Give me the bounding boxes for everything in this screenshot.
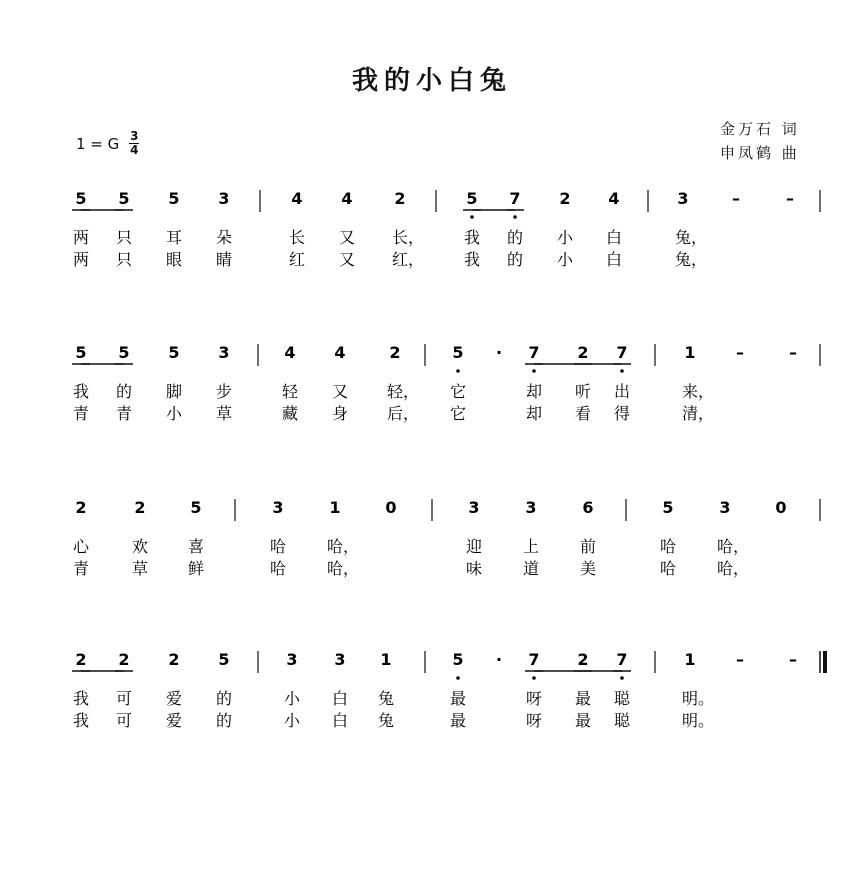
lyric: 小 (166, 404, 183, 423)
note: 4 (284, 343, 296, 362)
note: – (789, 343, 797, 362)
lyric: 藏 (282, 404, 299, 423)
lyric: 青 (73, 559, 90, 578)
lyric: 轻 (282, 382, 299, 401)
lyric: 长， (392, 228, 425, 247)
lyric: 两 (73, 228, 90, 247)
note: 5 (118, 189, 130, 208)
lyric: 白 (332, 689, 349, 708)
lyric: 它 (450, 382, 467, 401)
lyric: 喜 (188, 537, 205, 556)
lyric: 两 (73, 250, 90, 269)
lyric: 道 (523, 559, 540, 578)
low-octave-dot (513, 215, 517, 219)
note: 5 (190, 498, 202, 517)
note: 5 (75, 189, 87, 208)
note: 0 (385, 498, 397, 517)
lyric: 红， (392, 250, 425, 269)
note: 7 (528, 650, 540, 669)
lyric: 聪 (614, 711, 631, 730)
lyric: 爱 (166, 689, 183, 708)
note: 3 (286, 650, 298, 669)
lyric: 聪 (614, 689, 631, 708)
lyric: 朵 (216, 228, 233, 247)
note: 3 (525, 498, 537, 517)
time-bottom: 4 (130, 143, 139, 157)
note: 5 (118, 343, 130, 362)
note: 5 (218, 650, 230, 669)
lyric: 又 (332, 382, 349, 401)
note: 2 (75, 498, 87, 517)
note: 2 (577, 650, 589, 669)
lyric: 白 (332, 711, 349, 730)
lyric: 小 (557, 228, 574, 247)
lyric: 白 (606, 228, 623, 247)
note: 4 (608, 189, 620, 208)
lyric: 清， (682, 404, 715, 423)
note: 4 (341, 189, 353, 208)
lyric: 我 (464, 250, 481, 269)
lyric: 明。 (682, 689, 715, 708)
lyric: 明。 (682, 711, 715, 730)
lyric: 的 (216, 711, 233, 730)
lyric: 哈， (717, 559, 750, 578)
lyric: 鲜 (188, 559, 205, 578)
lyric: 它 (450, 404, 467, 423)
note: 1 (380, 650, 392, 669)
lyric: 我 (73, 382, 90, 401)
lyric: 兔， (675, 250, 708, 269)
lyric: 的 (116, 382, 133, 401)
lyric: 的 (507, 250, 524, 269)
note: 3 (218, 189, 230, 208)
note: 5 (168, 189, 180, 208)
note: – (786, 189, 794, 208)
lyric: 哈， (327, 537, 360, 556)
note: – (736, 650, 744, 669)
lyric: 后， (387, 404, 420, 423)
lyric: 哈 (270, 537, 287, 556)
lyric: 呀 (526, 689, 543, 708)
lyric: 欢 (132, 537, 149, 556)
note: · (495, 650, 503, 669)
note: 5 (662, 498, 674, 517)
lyric: 白 (606, 250, 623, 269)
note: – (736, 343, 744, 362)
note: 2 (75, 650, 87, 669)
lyric: 兔 (378, 689, 395, 708)
note: 3 (677, 189, 689, 208)
note: 3 (334, 650, 346, 669)
note: 3 (272, 498, 284, 517)
low-octave-dot (470, 215, 474, 219)
note: 3 (468, 498, 480, 517)
lyric: 草 (216, 404, 233, 423)
note: 2 (389, 343, 401, 362)
lyric: 脚 (166, 382, 183, 401)
lyric: 前 (580, 537, 597, 556)
lyric: 只 (116, 250, 133, 269)
note: 2 (394, 189, 406, 208)
lyric: 兔， (675, 228, 708, 247)
lyric: 可 (116, 689, 133, 708)
lyric: 步 (216, 382, 233, 401)
note: 1 (684, 343, 696, 362)
lyric: 又 (339, 250, 356, 269)
note: 2 (118, 650, 130, 669)
lyric: 呀 (526, 711, 543, 730)
lyric: 美 (580, 559, 597, 578)
lyric: 哈， (327, 559, 360, 578)
lyric: 只 (116, 228, 133, 247)
note: 4 (334, 343, 346, 362)
key-label: 1 = G (76, 134, 120, 153)
lyric: 又 (339, 228, 356, 247)
low-octave-dot (456, 369, 460, 373)
lyric: 小 (284, 711, 301, 730)
note: 7 (528, 343, 540, 362)
note: 1 (684, 650, 696, 669)
note: · (495, 343, 503, 362)
song-title: 我的小白兔 (351, 66, 512, 96)
lyric: 却 (526, 404, 543, 423)
lyric: 最 (450, 689, 467, 708)
note: 2 (134, 498, 146, 517)
lyric: 最 (575, 711, 592, 730)
lyric: 来， (682, 382, 715, 401)
lyric: 我 (73, 689, 90, 708)
lyric: 最 (575, 689, 592, 708)
lyric: 哈 (660, 537, 677, 556)
lyric: 我 (464, 228, 481, 247)
note: 7 (509, 189, 521, 208)
lyric: 草 (132, 559, 149, 578)
lyric: 看 (575, 404, 592, 423)
lyric: 睛 (216, 250, 233, 269)
note: 4 (291, 189, 303, 208)
lyric: 心 (73, 537, 90, 556)
note: 0 (775, 498, 787, 517)
note: 1 (329, 498, 341, 517)
lyric: 迎 (466, 537, 483, 556)
low-octave-dot (532, 676, 536, 680)
note: 5 (452, 343, 464, 362)
lyric: 的 (507, 228, 524, 247)
note: 5 (452, 650, 464, 669)
lyric: 上 (523, 537, 540, 556)
lyric: 小 (284, 689, 301, 708)
lyricist-credit: 金万石 词 (720, 120, 800, 138)
note: 7 (616, 650, 628, 669)
time-top: 3 (130, 129, 139, 143)
note: 2 (577, 343, 589, 362)
lyric: 兔 (378, 711, 395, 730)
low-octave-dot (532, 369, 536, 373)
low-octave-dot (620, 676, 624, 680)
lyric: 可 (116, 711, 133, 730)
lyric: 长 (289, 228, 306, 247)
note: 3 (218, 343, 230, 362)
lyric: 听 (575, 382, 592, 401)
note: 7 (616, 343, 628, 362)
lyric: 我 (73, 711, 90, 730)
note: 2 (168, 650, 180, 669)
lyric: 哈 (270, 559, 287, 578)
lyric: 得 (614, 404, 631, 423)
lyric: 的 (216, 689, 233, 708)
lyric: 小 (557, 250, 574, 269)
note: 5 (75, 343, 87, 362)
note: – (789, 650, 797, 669)
note: 5 (466, 189, 478, 208)
lyric: 哈 (660, 559, 677, 578)
low-octave-dot (620, 369, 624, 373)
note: 6 (582, 498, 594, 517)
lyric: 却 (526, 382, 543, 401)
lyric: 味 (466, 559, 483, 578)
lyric: 青 (73, 404, 90, 423)
lyric: 轻， (387, 382, 420, 401)
lyric: 出 (614, 382, 631, 401)
composer-credit: 申凤鹤 曲 (720, 144, 800, 162)
note: – (732, 189, 740, 208)
lyric: 眼 (166, 250, 183, 269)
lyric: 爱 (166, 711, 183, 730)
lyric: 青 (116, 404, 133, 423)
lyric: 红 (289, 250, 306, 269)
note: 5 (168, 343, 180, 362)
lyric: 耳 (166, 228, 183, 247)
lyric: 身 (332, 404, 349, 423)
note: 2 (559, 189, 571, 208)
lyric: 最 (450, 711, 467, 730)
low-octave-dot (456, 676, 460, 680)
note: 3 (719, 498, 731, 517)
lyric: 哈， (717, 537, 750, 556)
